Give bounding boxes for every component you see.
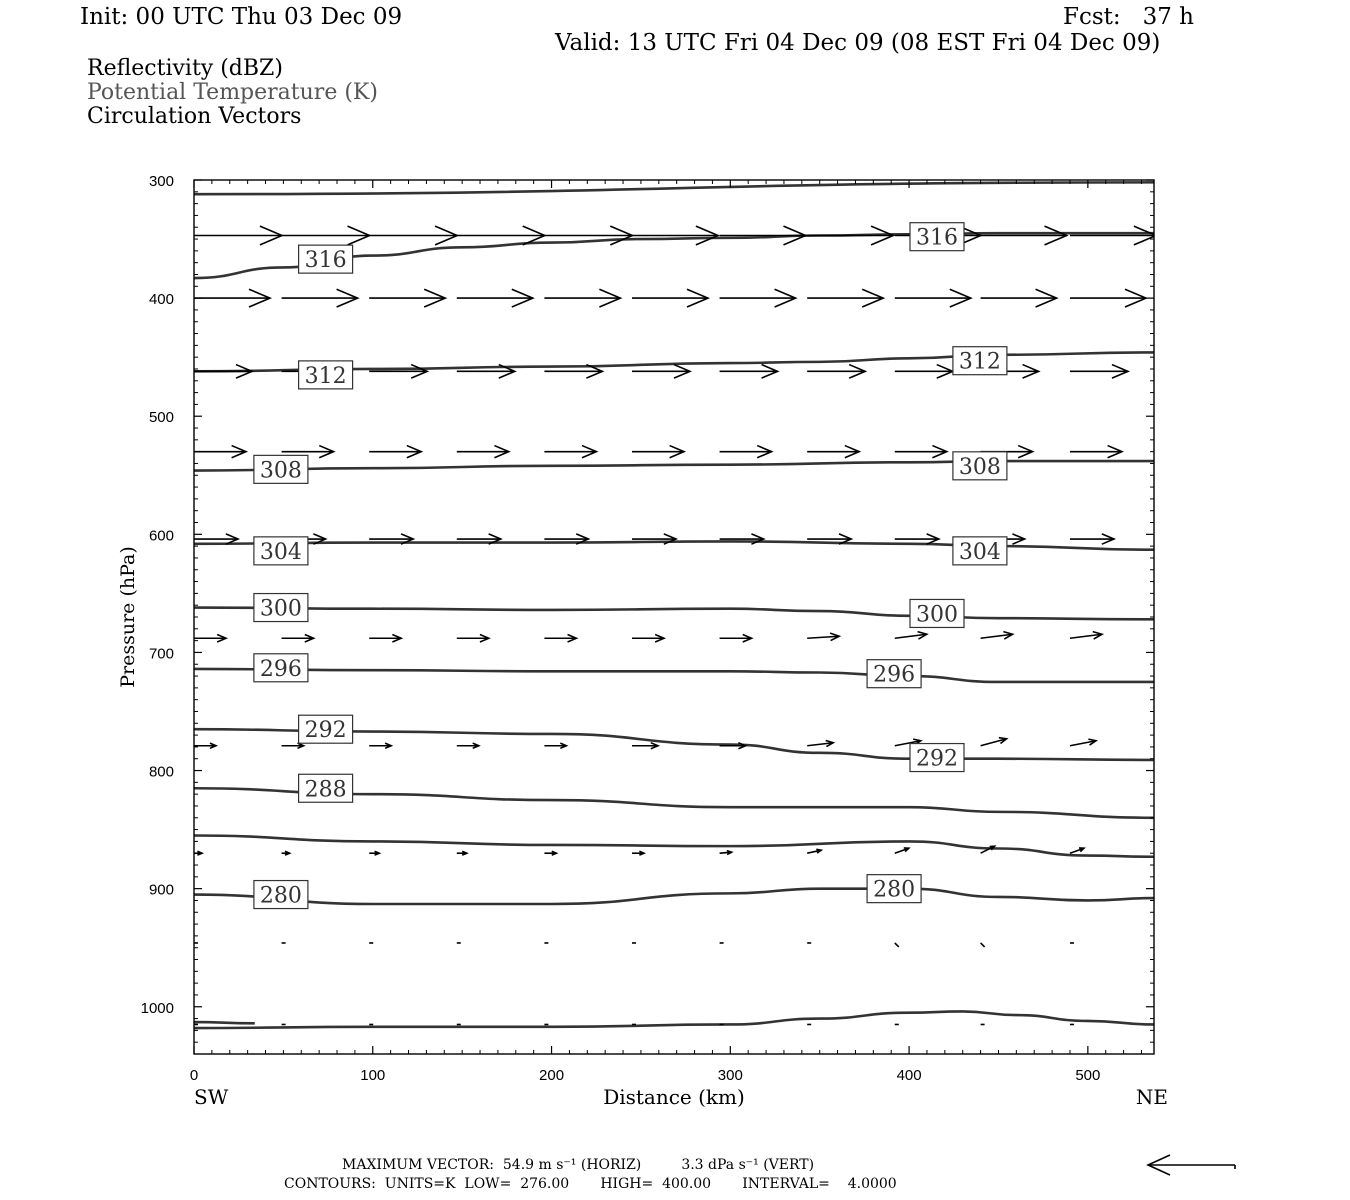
circulation-vector <box>457 289 533 307</box>
circulation-vector <box>720 289 796 307</box>
isentrope-label: 300 <box>915 602 958 628</box>
y-tick-label: 600 <box>148 527 174 545</box>
circulation-vector <box>632 226 718 245</box>
circulation-vector <box>1070 848 1084 853</box>
circulation-vector <box>544 289 620 307</box>
isentrope-label: 296 <box>873 662 916 688</box>
isentrope-label: 288 <box>304 777 347 803</box>
axis-ticks <box>141 173 1154 1084</box>
y-tick-label: 400 <box>148 291 174 309</box>
circulation-vector <box>194 446 246 458</box>
circulation-vector <box>282 851 290 855</box>
circulation-vector <box>194 743 216 748</box>
circulation-vector <box>369 226 457 245</box>
circulation-vector <box>807 289 883 307</box>
circulation-vector <box>1070 226 1156 245</box>
circulation-vector <box>720 446 772 458</box>
circulation-vector <box>632 635 664 642</box>
reference-vector-arrow <box>1148 1155 1235 1175</box>
isentrope-label: 308 <box>259 458 302 484</box>
isentrope-line <box>194 1022 255 1023</box>
circulation-vector <box>895 446 947 458</box>
isentrope-label: 316 <box>915 225 958 251</box>
isentrope-label: 312 <box>958 349 1001 375</box>
circulation-vector <box>1070 739 1096 746</box>
circulation-vector <box>194 289 270 307</box>
isentrope-line <box>194 541 1154 549</box>
isentrope-label: 300 <box>259 596 302 622</box>
x-tick-label: 200 <box>539 1067 565 1084</box>
circulation-vector <box>720 635 752 642</box>
circulation-vector <box>981 632 1013 639</box>
x-axis-title: Distance (km) <box>603 1085 745 1109</box>
circulation-vector <box>807 226 893 245</box>
circulation-vector <box>632 743 658 749</box>
circulation-vector <box>544 851 556 855</box>
vector-shaft <box>981 943 985 947</box>
circulation-vector <box>807 633 839 640</box>
x-tick-label: 100 <box>360 1067 386 1084</box>
isentrope-line <box>194 836 1154 857</box>
isentrope-lines <box>194 182 1154 1028</box>
contour-info-note: CONTOURS: UNITS=K LOW= 276.00 HIGH= 400.00 INTERVAL= 4.0000 <box>284 1176 897 1192</box>
circulation-vector <box>981 738 1007 746</box>
y-tick-label: 900 <box>148 881 174 899</box>
x-right-end-label: NE <box>1135 1085 1168 1109</box>
circulation-vector <box>632 365 690 379</box>
circulation-vector <box>895 289 971 307</box>
circulation-vector <box>457 635 489 642</box>
circulation-vector <box>544 446 596 458</box>
circulation-vector <box>544 635 576 642</box>
isentrope-label: 308 <box>958 454 1001 480</box>
circulation-vector <box>895 365 953 379</box>
circulation-vector <box>981 226 1067 245</box>
maximum-vector-note: MAXIMUM VECTOR: 54.9 m s⁻¹ (HORIZ) 3.3 dPa s⁻¹ (VERT) <box>342 1157 815 1173</box>
y-tick-label: 700 <box>148 645 174 663</box>
x-tick-label: 300 <box>717 1067 743 1084</box>
x-tick-label: 0 <box>189 1067 199 1084</box>
isentrope-line <box>194 889 1154 904</box>
y-tick-label: 300 <box>148 173 174 190</box>
circulation-vector <box>1070 365 1128 379</box>
circulation-vector <box>807 365 865 379</box>
circulation-vector <box>194 226 282 245</box>
isentrope-line <box>194 461 1154 470</box>
circulation-vector <box>369 365 427 379</box>
circulation-vector <box>544 743 566 748</box>
isentrope-line <box>194 669 1154 682</box>
isentrope-label: 292 <box>304 718 347 744</box>
circulation-vector <box>369 446 421 458</box>
x-left-end-label: SW <box>194 1085 229 1109</box>
isentrope-line <box>194 182 1154 194</box>
forecast-hour: Fcst: 37 h <box>1063 4 1194 30</box>
circulation-vector <box>981 289 1057 307</box>
circulation-vector <box>457 851 467 855</box>
circulation-vector <box>1070 534 1114 544</box>
isentrope-label: 316 <box>304 248 347 274</box>
vector-shaft <box>895 943 899 947</box>
legend-circulation-vectors: Circulation Vectors <box>87 104 302 129</box>
isentrope-label: 292 <box>915 746 958 772</box>
circulation-vector <box>282 226 370 245</box>
isentrope-labels <box>254 223 1007 909</box>
y-tick-label: 1000 <box>140 999 174 1017</box>
circulation-vector <box>632 289 708 307</box>
x-tick-label: 400 <box>896 1067 922 1084</box>
valid-time: Valid: 13 UTC Fri 04 Dec 09 (08 EST Fri 04 Dec 09) <box>555 30 1161 56</box>
circulation-vectors <box>194 226 1156 1024</box>
isentrope-label: 304 <box>958 539 1001 565</box>
circulation-vector <box>895 943 899 947</box>
circulation-vector <box>457 446 509 458</box>
circulation-vector <box>1070 446 1122 458</box>
circulation-vector <box>282 635 314 642</box>
isentrope-line <box>194 608 1154 620</box>
circulation-vector <box>720 226 806 245</box>
circulation-vector <box>720 365 778 379</box>
circulation-vector <box>369 851 379 855</box>
init-time: Init: 00 UTC Thu 03 Dec 09 <box>80 4 403 30</box>
circulation-vector <box>369 743 391 748</box>
circulation-vector <box>1070 289 1146 307</box>
circulation-vector <box>1070 632 1102 639</box>
isentrope-label: 280 <box>873 877 916 903</box>
circulation-vector <box>369 289 445 307</box>
circulation-vector <box>720 851 732 855</box>
y-tick-label: 500 <box>148 409 174 427</box>
circulation-vector <box>807 741 833 747</box>
circulation-vector <box>807 446 859 458</box>
circulation-vector <box>194 365 252 379</box>
legend-reflectivity: Reflectivity (dBZ) <box>87 56 283 81</box>
isentrope-label: 296 <box>259 656 302 682</box>
circulation-vector <box>895 848 909 853</box>
y-tick-label: 800 <box>148 763 174 781</box>
isentrope-label: 304 <box>259 539 302 565</box>
circulation-vector <box>457 743 479 748</box>
circulation-vector <box>632 446 684 458</box>
isentrope-line <box>194 1011 1154 1028</box>
legend-potential-temperature: Potential Temperature (K) <box>87 80 378 105</box>
circulation-vector <box>369 635 401 642</box>
x-tick-label: 500 <box>1075 1067 1101 1084</box>
isentrope-label: 312 <box>304 363 347 389</box>
circulation-vector <box>632 851 644 855</box>
circulation-vector <box>807 849 821 853</box>
y-axis-title: Pressure (hPa) <box>117 546 139 688</box>
circulation-vector <box>895 632 927 639</box>
circulation-vector <box>282 289 358 307</box>
isentrope-label: 280 <box>259 883 302 909</box>
circulation-vector <box>981 943 985 947</box>
circulation-vector <box>194 635 226 642</box>
circulation-vector <box>282 743 304 748</box>
